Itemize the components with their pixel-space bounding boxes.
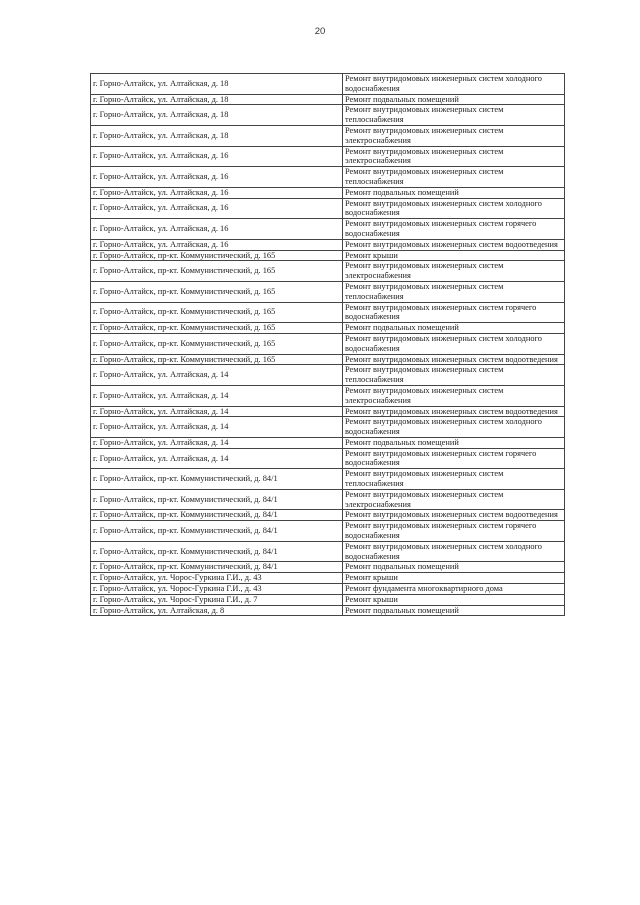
address-cell: г. Горно-Алтайск, ул. Алтайская, д. 8 — [91, 605, 343, 616]
table-row — [91, 584, 565, 595]
work-type-cell: Ремонт внутридомовых инженерных систем холодного водоснабжения — [343, 198, 565, 219]
table-row — [91, 74, 565, 95]
table-row — [91, 541, 565, 562]
address-cell: г. Горно-Алтайск, ул. Алтайская, д. 18 — [91, 74, 343, 95]
work-type-cell: Ремонт фундамента многоквартирного дома — [343, 584, 565, 595]
table-row — [91, 250, 565, 261]
work-type-cell: Ремонт внутридомовых инженерных систем водоотведения — [343, 354, 565, 365]
table-row — [91, 302, 565, 323]
work-type-cell: Ремонт внутридомовых инженерных систем холодного водоснабжения — [343, 417, 565, 438]
address-cell: г. Горно-Алтайск, пр-кт. Коммунистический, д. 84/1 — [91, 562, 343, 573]
table-row — [91, 365, 565, 386]
table-row — [91, 489, 565, 510]
table-row — [91, 469, 565, 490]
address-cell: г. Горно-Алтайск, пр-кт. Коммунистический, д. 165 — [91, 261, 343, 282]
work-type-cell: Ремонт внутридомовых инженерных систем горячего водоснабжения — [343, 302, 565, 323]
work-type-cell: Ремонт внутридомовых инженерных систем электроснабжения — [343, 261, 565, 282]
address-cell: г. Горно-Алтайск, ул. Алтайская, д. 18 — [91, 105, 343, 126]
work-type-cell: Ремонт внутридомовых инженерных систем электроснабжения — [343, 489, 565, 510]
table-row — [91, 594, 565, 605]
table-row — [91, 219, 565, 240]
table-row — [91, 521, 565, 542]
work-type-cell: Ремонт внутридомовых инженерных систем водоотведения — [343, 239, 565, 250]
address-cell: г. Горно-Алтайск, пр-кт. Коммунистический, д. 84/1 — [91, 510, 343, 521]
work-type-cell: Ремонт внутридомовых инженерных систем водоотведения — [343, 406, 565, 417]
work-type-cell: Ремонт подвальных помещений — [343, 187, 565, 198]
address-cell: г. Горно-Алтайск, ул. Алтайская, д. 14 — [91, 406, 343, 417]
table-row — [91, 105, 565, 126]
work-type-cell: Ремонт подвальных помещений — [343, 323, 565, 334]
address-cell: г. Горно-Алтайск, ул. Алтайская, д. 16 — [91, 239, 343, 250]
table-row — [91, 167, 565, 188]
table-row — [91, 333, 565, 354]
work-type-cell: Ремонт внутридомовых инженерных систем электроснабжения — [343, 125, 565, 146]
table-row — [91, 417, 565, 438]
table-row — [91, 510, 565, 521]
work-type-cell: Ремонт подвальных помещений — [343, 562, 565, 573]
address-cell: г. Горно-Алтайск, пр-кт. Коммунистический, д. 84/1 — [91, 489, 343, 510]
address-cell: г. Горно-Алтайск, пр-кт. Коммунистический, д. 165 — [91, 354, 343, 365]
table-row — [91, 605, 565, 616]
table-row — [91, 125, 565, 146]
work-type-cell: Ремонт внутридомовых инженерных систем теплоснабжения — [343, 469, 565, 490]
table-row — [91, 94, 565, 105]
address-cell: г. Горно-Алтайск, ул. Чорос-Гуркина Г.И., д. 7 — [91, 594, 343, 605]
table-row — [91, 562, 565, 573]
address-cell: г. Горно-Алтайск, ул. Алтайская, д. 14 — [91, 417, 343, 438]
table-row — [91, 239, 565, 250]
work-type-cell: Ремонт подвальных помещений — [343, 605, 565, 616]
address-cell: г. Горно-Алтайск, ул. Алтайская, д. 16 — [91, 146, 343, 167]
table-body — [91, 74, 565, 616]
table-row — [91, 354, 565, 365]
table-row — [91, 448, 565, 469]
address-cell: г. Горно-Алтайск, пр-кт. Коммунистический, д. 84/1 — [91, 541, 343, 562]
table-row — [91, 281, 565, 302]
address-cell: г. Горно-Алтайск, ул. Алтайская, д. 14 — [91, 448, 343, 469]
work-type-cell: Ремонт внутридомовых инженерных систем горячего водоснабжения — [343, 219, 565, 240]
table-row — [91, 146, 565, 167]
address-cell: г. Горно-Алтайск, ул. Алтайская, д. 16 — [91, 219, 343, 240]
table-row — [91, 198, 565, 219]
address-cell: г. Горно-Алтайск, пр-кт. Коммунистический, д. 165 — [91, 333, 343, 354]
work-type-cell: Ремонт внутридомовых инженерных систем электроснабжения — [343, 385, 565, 406]
address-cell: г. Горно-Алтайск, ул. Алтайская, д. 14 — [91, 385, 343, 406]
address-cell: г. Горно-Алтайск, пр-кт. Коммунистический, д. 165 — [91, 250, 343, 261]
work-type-cell: Ремонт внутридомовых инженерных систем холодного водоснабжения — [343, 541, 565, 562]
work-type-cell: Ремонт внутридомовых инженерных систем электроснабжения — [343, 146, 565, 167]
address-cell: г. Горно-Алтайск, ул. Алтайская, д. 18 — [91, 125, 343, 146]
address-cell: г. Горно-Алтайск, ул. Чорос-Гуркина Г.И., д. 43 — [91, 584, 343, 595]
work-type-cell: Ремонт крыши — [343, 594, 565, 605]
address-cell: г. Горно-Алтайск, ул. Алтайская, д. 16 — [91, 187, 343, 198]
work-type-cell: Ремонт внутридомовых инженерных систем теплоснабжения — [343, 365, 565, 386]
address-cell: г. Горно-Алтайск, ул. Алтайская, д. 18 — [91, 94, 343, 105]
work-type-cell: Ремонт внутридомовых инженерных систем теплоснабжения — [343, 167, 565, 188]
work-type-cell: Ремонт внутридомовых инженерных систем теплоснабжения — [343, 281, 565, 302]
table-row — [91, 437, 565, 448]
work-type-cell: Ремонт крыши — [343, 573, 565, 584]
work-type-cell: Ремонт внутридомовых инженерных систем холодного водоснабжения — [343, 333, 565, 354]
table-row — [91, 406, 565, 417]
table-row — [91, 187, 565, 198]
table-row — [91, 385, 565, 406]
work-type-cell: Ремонт внутридомовых инженерных систем горячего водоснабжения — [343, 448, 565, 469]
address-cell: г. Горно-Алтайск, ул. Алтайская, д. 16 — [91, 198, 343, 219]
address-cell: г. Горно-Алтайск, ул. Алтайская, д. 14 — [91, 437, 343, 448]
address-cell: г. Горно-Алтайск, ул. Чорос-Гуркина Г.И., д. 43 — [91, 573, 343, 584]
table-row — [91, 261, 565, 282]
work-type-cell: Ремонт подвальных помещений — [343, 437, 565, 448]
work-type-cell: Ремонт внутридомовых инженерных систем горячего водоснабжения — [343, 521, 565, 542]
address-cell: г. Горно-Алтайск, пр-кт. Коммунистический, д. 84/1 — [91, 469, 343, 490]
address-cell: г. Горно-Алтайск, пр-кт. Коммунистический, д. 165 — [91, 302, 343, 323]
table-row — [91, 323, 565, 334]
table-row — [91, 573, 565, 584]
address-cell: г. Горно-Алтайск, пр-кт. Коммунистический, д. 84/1 — [91, 521, 343, 542]
work-type-cell: Ремонт внутридомовых инженерных систем теплоснабжения — [343, 105, 565, 126]
address-cell: г. Горно-Алтайск, пр-кт. Коммунистический, д. 165 — [91, 281, 343, 302]
repair-registry-table — [90, 73, 565, 616]
page-number: 20 — [314, 26, 326, 37]
work-type-cell: Ремонт подвальных помещений — [343, 94, 565, 105]
address-cell: г. Горно-Алтайск, ул. Алтайская, д. 16 — [91, 167, 343, 188]
address-cell: г. Горно-Алтайск, ул. Алтайская, д. 14 — [91, 365, 343, 386]
work-type-cell: Ремонт внутридомовых инженерных систем холодного водоснабжения — [343, 74, 565, 95]
work-type-cell: Ремонт внутридомовых инженерных систем водоотведения — [343, 510, 565, 521]
work-type-cell: Ремонт крыши — [343, 250, 565, 261]
address-cell: г. Горно-Алтайск, пр-кт. Коммунистический, д. 165 — [91, 323, 343, 334]
